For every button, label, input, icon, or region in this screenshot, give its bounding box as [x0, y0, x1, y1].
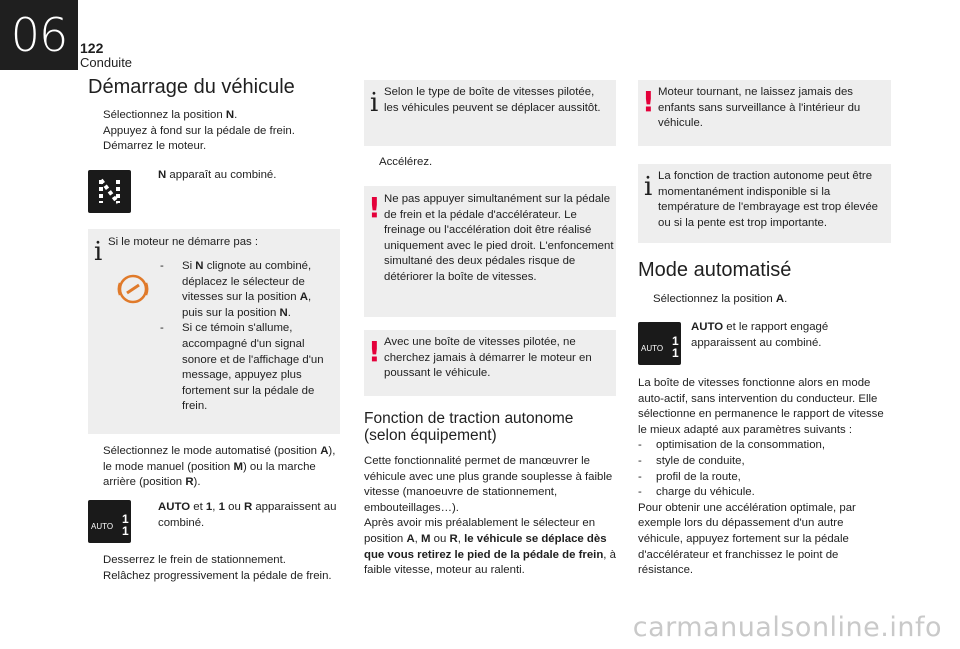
list-item: - Si N clignote au combiné, déplacez le sélecteur de vitesses sur la position A, puis sur la position N. [160, 260, 312, 319]
warning-text: Moteur tournant, ne laissez jamais des enfants sans surveillance à l'intérieur du véhicule. [658, 86, 861, 130]
select-step: Sélectionnez la position A. [638, 292, 787, 308]
info-icon: i [370, 88, 379, 118]
warning-icon: ! [368, 335, 381, 368]
list-item: Appuyez à fond sur la pédale de frein. [88, 124, 343, 140]
subsection-title-traction: Fonction de traction autonome (selon équipement) [364, 410, 574, 444]
info-list [160, 259, 332, 415]
bullet-icon [88, 444, 103, 491]
list-item: Sélectionnez la position N. [88, 108, 343, 124]
info-box-traction-unavailable [638, 164, 891, 243]
info-box-no-start [88, 229, 340, 434]
final-steps [88, 553, 343, 584]
info-text: Selon le type de boîte de vitesses pilotée, les véhicules peuvent se déplacer aussitôt. [384, 86, 601, 114]
warning-text: Ne pas appuyer simultanément sur la pédale de frein et la pédale d'accélérateur. Le freinage ou l'accélération doit être réalisé uniquement avec le pied droit. L'enfoncement simultané des deux pédales risque de détériorer la boîte de vitesses. [384, 193, 614, 283]
bullet-icon [88, 553, 103, 569]
info-box-gearbox [364, 80, 616, 146]
bullet-icon [638, 292, 653, 308]
warning-box-push [364, 330, 616, 396]
info-icon: i [644, 172, 653, 202]
warning-icon: ! [642, 85, 655, 118]
list-item: Démarrez le moteur. [88, 139, 343, 155]
bullet-icon [88, 124, 103, 140]
auto-indicator-icon: AUTO 1 1 [638, 322, 681, 365]
section-title-mode-automatise: Mode automatisé [638, 259, 792, 281]
bullet-icon [88, 569, 103, 585]
section-name: Conduite [80, 55, 133, 70]
brake-pedal-warning-icon [115, 271, 151, 307]
section-title-demarrage: Démarrage du véhicule [88, 76, 295, 98]
list-item: - optimisation de la consommation, [638, 439, 826, 452]
bullet-icon [88, 108, 103, 124]
info-icon: i [94, 237, 103, 267]
auto-indicator-text: AUTO et 1, 1 ou R apparaissent au combiné. [158, 501, 337, 529]
mode-select-step: Sélectionnez le mode automatisé (position A), le mode manuel (position M) ou la marche arrière (position R). [88, 444, 346, 491]
neutral-indicator-text: N apparaît au combiné. [158, 169, 277, 181]
warning-icon: ! [368, 191, 381, 224]
list-item: - charge du véhicule. [638, 486, 755, 499]
list-item: Desserrez le frein de stationnement. [88, 553, 343, 569]
bullet-icon [364, 155, 379, 171]
list-item: Relâchez progressivement la pédale de frein. [88, 569, 343, 585]
info-text: La fonction de traction autonome peut être momentanément indisponible si la température de l'embrayage est trop élevée ou si la pente est trop importante. [658, 170, 878, 229]
list-item: - Si ce témoin s'allume, accompagné d'un signal sonore et de l'affichage d'un message, appuyez plus fortement sur la pédale de frein. [160, 322, 324, 413]
warning-text: Avec une boîte de vitesses pilotée, ne cherchez jamais à démarrer le moteur en poussant le véhicule. [384, 336, 592, 380]
warning-box-pedals [364, 186, 616, 317]
chapter-tab: 06 [0, 0, 78, 70]
traction-paragraph: Cette fonctionnalité permet de manœuvrer le véhicule avec une plus grande souplesse à faible vitesse (manoeuvre de stationnement, embouteillages…). Après avoir mis préalablement le sélecteur en position A, M ou R, le véhicule se déplace dès que vous retirez le pied de la pédale de frein, à faible vitesse, moteur au ralenti. [364, 455, 616, 577]
auto-indicator-icon: AUTO 1 1 [88, 500, 131, 543]
auto-mode-paragraph: La boîte de vitesses fonctionne alors en mode auto-actif, sans intervention du conducteur. Elle sélectionne en permanence le rapport de vitesse le mieux adapté aux paramètres suivants : - optimisation de la consommation, - style de conduite, - profil de la route, - charge du véhicule. Pour obtenir une accélération optimale, par exemple lors du dépassement d'un autre véhicule, appuyez fortement sur la pédale d'accélérateur et franchissez le point de résistance. [638, 376, 891, 579]
list-item: - style de conduite, [638, 454, 745, 467]
info-title: Si le moteur ne démarre pas : [108, 236, 259, 248]
accelerate-step: Accélérez. [364, 155, 432, 171]
neutral-indicator-icon [88, 170, 131, 213]
warning-box-children [638, 80, 891, 146]
list-item: - profil de la route, [638, 470, 741, 483]
watermark: carmanualsonline.info [632, 612, 942, 643]
auto-indicator-text: AUTO et le rapport engagé apparaissent au combiné. [691, 321, 829, 349]
start-steps [88, 108, 343, 155]
bullet-icon [88, 139, 103, 155]
page-number: 122 [80, 40, 104, 56]
